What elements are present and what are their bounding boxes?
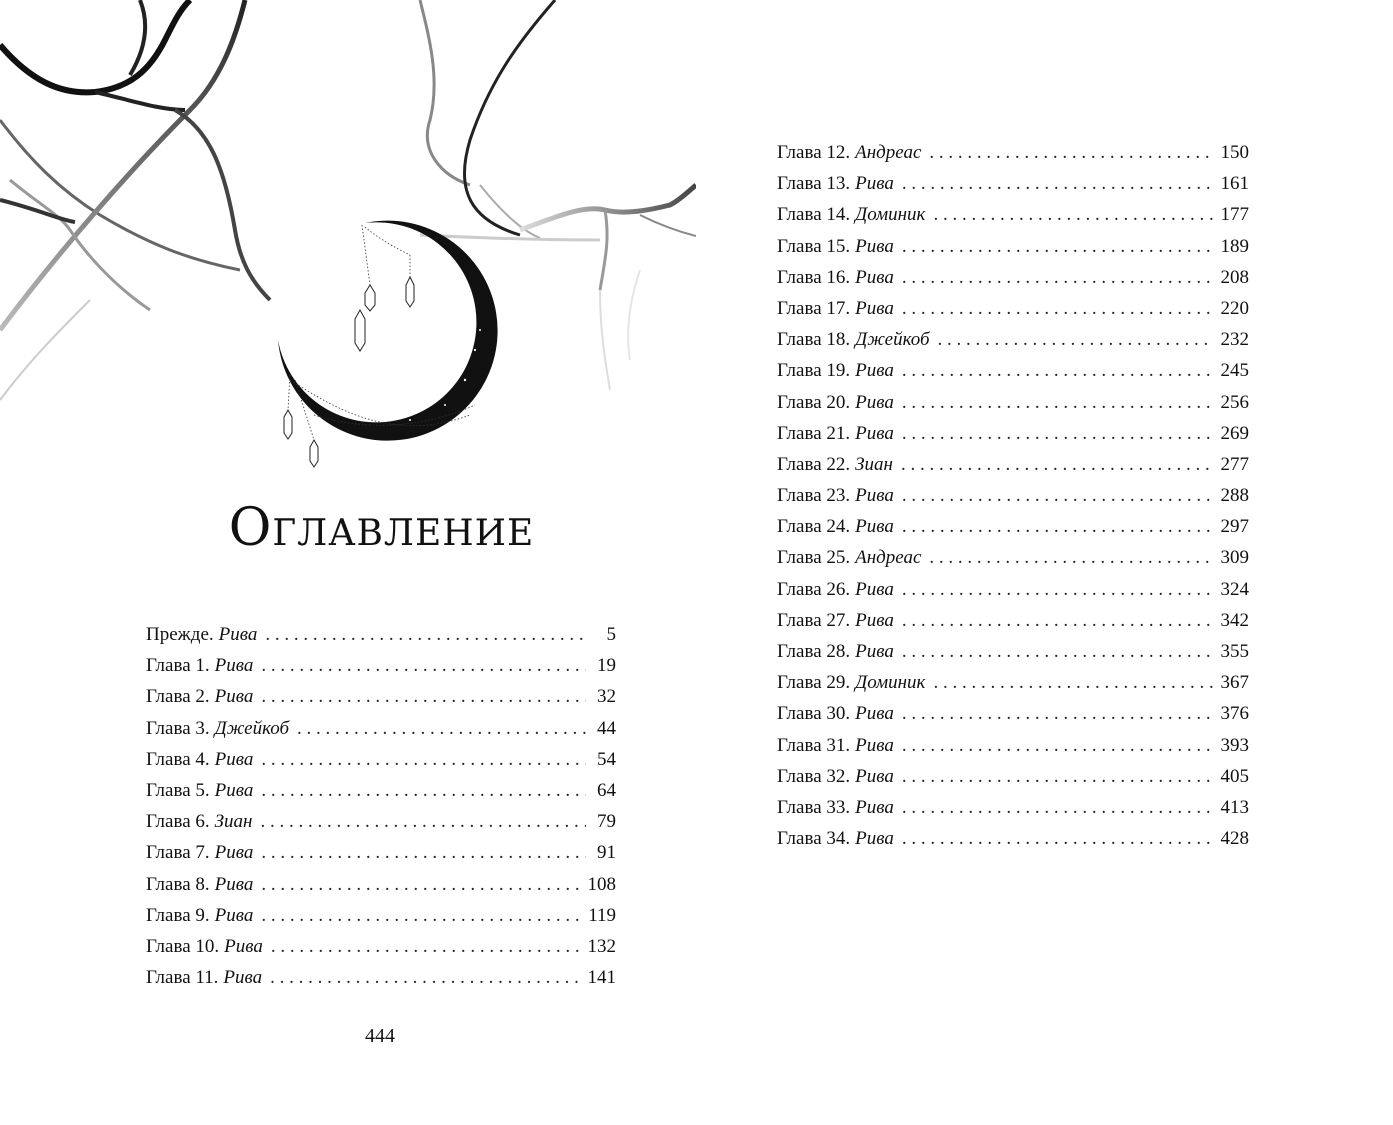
toc-chapter-label: Глава 22. <box>777 453 851 475</box>
toc-narrator: Рива <box>214 748 254 770</box>
toc-dot-leader <box>261 650 586 681</box>
toc-chapter-label: Глава 16. <box>777 266 851 288</box>
toc-chapter-label: Глава 6. <box>146 811 210 833</box>
toc-chapter-label: Глава 7. <box>146 842 210 864</box>
toc-page-number: 355 <box>1220 641 1249 662</box>
toc-page-number: 342 <box>1220 609 1249 631</box>
toc-dot-leader <box>902 511 1213 542</box>
toc-narrator: Рива <box>855 796 894 818</box>
toc-title-wrap <box>0 498 763 558</box>
toc-list-left <box>146 619 616 993</box>
toc-entry <box>777 355 1249 386</box>
toc-page-number: 64 <box>597 779 616 801</box>
toc-dot-leader <box>902 418 1213 449</box>
toc-dot-leader <box>902 605 1213 636</box>
toc-page-number: 277 <box>1220 453 1249 475</box>
toc-chapter-label: Глава 15. <box>777 235 851 257</box>
toc-dot-leader <box>902 698 1213 729</box>
toc-entry <box>146 806 616 837</box>
toc-narrator: Рива <box>855 734 894 756</box>
toc-page-number: 79 <box>597 811 616 833</box>
toc-page-number: 119 <box>588 904 616 926</box>
toc-chapter-label: Глава 8. <box>146 873 210 895</box>
toc-entry <box>146 713 616 744</box>
toc-dot-leader <box>902 293 1213 324</box>
toc-narrator: Рива <box>214 655 254 677</box>
toc-dot-leader <box>270 962 579 993</box>
toc-chapter-label: Глава 32. <box>777 765 851 787</box>
toc-dot-leader <box>929 137 1212 168</box>
toc-chapter-label: Глава 14. <box>777 204 851 226</box>
toc-narrator: Доминик <box>855 204 926 226</box>
toc-dot-leader <box>261 775 586 806</box>
toc-page-number: 297 <box>1220 516 1249 538</box>
toc-page-number: 91 <box>597 842 616 864</box>
toc-dot-leader <box>261 837 586 868</box>
toc-page-number: 208 <box>1220 266 1249 288</box>
toc-page-number: 288 <box>1220 485 1249 507</box>
toc-narrator: Рива <box>855 266 894 288</box>
toc-dot-leader <box>261 869 579 900</box>
toc-dot-leader <box>261 744 586 775</box>
toc-narrator: Рива <box>855 609 894 631</box>
toc-page-number: 44 <box>597 717 616 739</box>
toc-entry <box>146 619 616 650</box>
toc-page-number: 32 <box>597 686 616 708</box>
toc-narrator: Рива <box>214 842 254 864</box>
toc-entry <box>777 636 1249 667</box>
toc-entry <box>146 900 616 931</box>
toc-page-number: 376 <box>1220 703 1249 725</box>
toc-narrator: Доминик <box>855 672 926 694</box>
toc-page-number: 141 <box>587 967 616 989</box>
toc-page-number: 19 <box>597 655 616 677</box>
toc-entry <box>777 792 1249 823</box>
toc-dot-leader <box>297 713 586 744</box>
toc-narrator: Рива <box>855 422 894 444</box>
toc-page-number: 405 <box>1220 765 1249 787</box>
toc-page-number: 324 <box>1220 578 1249 600</box>
page-number: 444 <box>365 1025 395 1047</box>
toc-narrator: Рива <box>855 641 894 662</box>
toc-dot-leader <box>902 168 1213 199</box>
toc-page-number: 309 <box>1220 547 1249 569</box>
toc-entry <box>777 199 1249 230</box>
toc-entry <box>146 650 616 681</box>
toc-entry <box>777 605 1249 636</box>
toc-narrator: Джейкоб <box>214 717 290 739</box>
toc-page-number: 161 <box>1220 173 1249 195</box>
toc-entry <box>777 324 1249 355</box>
toc-chapter-label: Глава 30. <box>777 703 851 725</box>
toc-chapter-label: Глава 25. <box>777 547 851 569</box>
toc-entry <box>146 931 616 962</box>
toc-dot-leader <box>902 355 1213 386</box>
toc-chapter-label: Глава 29. <box>777 672 851 694</box>
toc-dot-leader <box>902 792 1213 823</box>
toc-entry <box>777 418 1249 449</box>
toc-narrator: Андреас <box>855 142 922 163</box>
toc-chapter-label: Глава 28. <box>777 641 851 662</box>
toc-narrator: Рива <box>855 485 894 507</box>
toc-page-number: 367 <box>1220 672 1249 694</box>
toc-chapter-label: Глава 17. <box>777 297 851 319</box>
toc-entry <box>777 542 1249 573</box>
toc-narrator: Рива <box>855 297 894 319</box>
toc-narrator: Рива <box>223 967 263 989</box>
toc-entry <box>146 681 616 712</box>
toc-dot-leader <box>902 574 1213 605</box>
toc-entry <box>777 262 1249 293</box>
toc-dot-leader <box>902 231 1213 262</box>
toc-entry <box>146 869 616 900</box>
toc-dot-leader <box>902 636 1213 667</box>
toc-chapter-label: Глава 1. <box>146 655 210 677</box>
toc-entry <box>777 574 1249 605</box>
toc-dot-leader <box>261 900 580 931</box>
toc-chapter-label: Глава 3. <box>146 717 210 739</box>
toc-page-number: 269 <box>1220 422 1249 444</box>
toc-chapter-label: Глава 4. <box>146 748 210 770</box>
toc-page-number: 393 <box>1220 734 1249 756</box>
toc-dot-leader <box>938 324 1213 355</box>
toc-chapter-label: Глава 21. <box>777 422 851 444</box>
toc-chapter-label: Глава 31. <box>777 734 851 756</box>
toc-entry <box>777 387 1249 418</box>
toc-page-number: 245 <box>1220 360 1249 382</box>
toc-page-number: 256 <box>1220 391 1249 413</box>
toc-page-number: 5 <box>606 624 616 645</box>
toc-narrator: Рива <box>855 235 894 257</box>
toc-entry <box>777 231 1249 262</box>
toc-narrator: Рива <box>855 828 894 850</box>
toc-narrator: Джейкоб <box>855 329 930 351</box>
toc-narrator: Зиан <box>855 453 893 475</box>
toc-dot-leader <box>260 806 586 837</box>
toc-entry <box>777 293 1249 324</box>
toc-chapter-label: Глава 10. <box>146 935 220 957</box>
toc-chapter-label: Глава 13. <box>777 173 851 195</box>
toc-narrator: Андреас <box>855 547 922 569</box>
toc-narrator: Рива <box>214 779 254 801</box>
toc-entry <box>777 168 1249 199</box>
toc-dot-leader <box>902 262 1213 293</box>
toc-page-number: 150 <box>1220 142 1249 163</box>
toc-entry <box>777 761 1249 792</box>
toc-page-number: 220 <box>1220 297 1249 319</box>
toc-chapter-label: Глава 20. <box>777 391 851 413</box>
toc-page-number: 428 <box>1220 828 1249 850</box>
toc-chapter-label: Глава 33. <box>777 796 851 818</box>
toc-chapter-label: Глава 26. <box>777 578 851 600</box>
toc-chapter-label: Прежде. <box>146 624 214 645</box>
toc-entry <box>146 775 616 806</box>
toc-chapter-label: Глава 11. <box>146 967 219 989</box>
toc-entry <box>146 962 616 993</box>
toc-dot-leader <box>901 449 1213 480</box>
toc-page-number: 108 <box>587 873 616 895</box>
toc-entry <box>777 730 1249 761</box>
toc-dot-leader <box>271 931 580 962</box>
toc-page-number: 189 <box>1220 235 1249 257</box>
toc-page-number: 54 <box>597 748 616 770</box>
toc-chapter-label: Глава 9. <box>146 904 210 926</box>
toc-entry <box>777 480 1249 511</box>
toc-narrator: Рива <box>218 624 258 645</box>
toc-dot-leader <box>902 387 1213 418</box>
toc-dot-leader <box>902 761 1213 792</box>
toc-chapter-label: Глава 19. <box>777 360 851 382</box>
toc-dot-leader <box>933 199 1212 230</box>
toc-narrator: Рива <box>855 765 894 787</box>
toc-dot-leader <box>933 667 1212 698</box>
toc-entry <box>777 511 1249 542</box>
toc-chapter-label: Глава 5. <box>146 779 210 801</box>
toc-dot-leader <box>929 542 1212 573</box>
toc-chapter-label: Глава 12. <box>777 142 851 163</box>
toc-page-number: 232 <box>1220 329 1249 351</box>
toc-entry <box>777 698 1249 729</box>
toc-chapter-label: Глава 23. <box>777 485 851 507</box>
toc-page-number: 177 <box>1220 204 1249 226</box>
toc-narrator: Рива <box>855 173 894 195</box>
toc-entry <box>146 744 616 775</box>
toc-narrator: Рива <box>855 578 894 600</box>
toc-narrator: Рива <box>214 873 254 895</box>
toc-narrator: Рива <box>214 904 254 926</box>
toc-narrator: Рива <box>224 935 263 957</box>
toc-entry <box>777 667 1249 698</box>
toc-entry <box>146 837 616 868</box>
toc-chapter-label: Глава 24. <box>777 516 851 538</box>
toc-title: Оглавление <box>228 498 535 558</box>
toc-narrator: Рива <box>855 360 894 382</box>
left-page <box>0 0 696 1125</box>
toc-dot-leader <box>265 619 586 650</box>
toc-narrator: Зиан <box>214 811 253 833</box>
toc-dot-leader <box>902 823 1213 854</box>
toc-narrator: Рива <box>855 516 894 538</box>
toc-narrator: Рива <box>855 391 894 413</box>
toc-list-right <box>777 137 1249 854</box>
toc-narrator: Рива <box>214 686 254 708</box>
crescent-moon-icon <box>270 215 500 475</box>
toc-narrator: Рива <box>855 703 894 725</box>
toc-dot-leader <box>902 730 1213 761</box>
toc-entry <box>777 449 1249 480</box>
toc-chapter-label: Глава 2. <box>146 686 210 708</box>
toc-page-number: 413 <box>1220 796 1249 818</box>
toc-chapter-label: Глава 27. <box>777 609 851 631</box>
toc-entry <box>777 137 1249 168</box>
toc-entry <box>777 823 1249 854</box>
toc-chapter-label: Глава 34. <box>777 828 851 850</box>
toc-dot-leader <box>261 681 586 712</box>
toc-chapter-label: Глава 18. <box>777 329 851 351</box>
toc-page-number: 132 <box>587 935 616 957</box>
toc-dot-leader <box>902 480 1213 511</box>
